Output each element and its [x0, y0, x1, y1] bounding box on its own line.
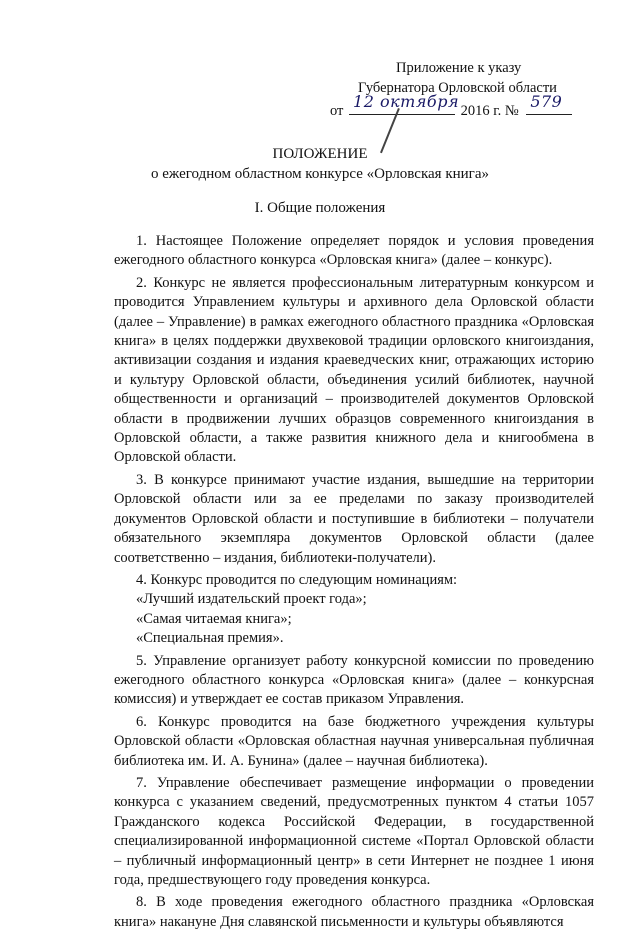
number-field [526, 92, 572, 115]
document-body [114, 232, 594, 932]
document-subtitle: о ежегодном областном конкурсе «Орловская книга» [151, 166, 489, 182]
paragraph-2: 2. Конкурс не является профессиональным литературным конкурсом и проводится Управлением культуры и архивного дела Орловской области (далее – Управление) в рамках ежегодного областного праздника «Орловская книга» в целях поддержки двухвековой традиции орловского книгоиздания, активизации создания и издания краеведческих книг, отражающих историю и культуру Орловской области, объединения усилий библиотек, научной общественности и организаций – производителей документов Орловской области в продвижении лучших образцов современного книгоиздания в Орловской области, а также развития книжного дела и книгообмена в Орловской области. [114, 274, 594, 466]
date-field [349, 92, 460, 115]
paragraph-6: 6. Конкурс проводится на базе бюджетного учреждения культуры Орловской области «Орловская областная научная универсальная публичная библиотека им. И. А. Бунина» (далее – научная библиотека). [114, 713, 594, 769]
handwritten-number: 579 [530, 92, 563, 111]
date-prefix: от [330, 103, 344, 119]
paragraph-4: 4. Конкурс проводится по следующим номинациям: [136, 571, 458, 588]
nomination-1: «Лучший издательский проект года»; [136, 591, 367, 608]
paragraph-3: 3. В конкурсе принимают участие издания, вышедшие на территории Орловской области или за ее пределами по заказу производителей документов Орловской области и поступившие в библиотеки – получатели обязательного экземпляра документов Орловской области (далее соответственно – издания, библиотеки-получатели). [114, 471, 594, 566]
document-title: ПОЛОЖЕНИЕ [272, 146, 368, 162]
nomination-3: «Специальная премия». [136, 630, 284, 647]
document-header [330, 58, 590, 121]
paragraph-7: 7. Управление обеспечивает размещение информации о проведении конкурса с указанием сведений, предусмотренных пунктом 4 статьи 1057 Гражданского кодекса Российской Федерации, в государственной специализированной информационной системе «Портал Орловской области – публичный информационный центр» в сети Интернет не позднее 1 июня года, предшествующего году проведения конкурса. [114, 774, 594, 888]
year-number-label: 2016 г. № [460, 103, 519, 119]
appendix-label: Приложение к указу [396, 60, 522, 76]
governor-label: Губернатора Орловской области [358, 80, 557, 96]
paragraph-1: 1. Настоящее Положение определяет порядок и условия проведения ежегодного областного конкурса «Орловская книга» (далее – конкурс). [114, 233, 594, 269]
paragraph-5: 5. Управление организует работу конкурсной комиссии по проведению ежегодного областного конкурса «Орловская книга» (далее – конкурсная комиссия) и утверждает ее состав приказом Управления. [114, 652, 594, 708]
section-heading: I. Общие положения [254, 200, 386, 216]
paragraph-8: 8. В ходе проведения ежегодного областного праздника «Орловская книга» накануне Дня славянской письменности и культуры объявляются [114, 894, 594, 930]
date-number-line [330, 92, 590, 121]
handwritten-date: 12 октября [353, 92, 460, 111]
nomination-2: «Самая читаемая книга»; [136, 610, 292, 627]
